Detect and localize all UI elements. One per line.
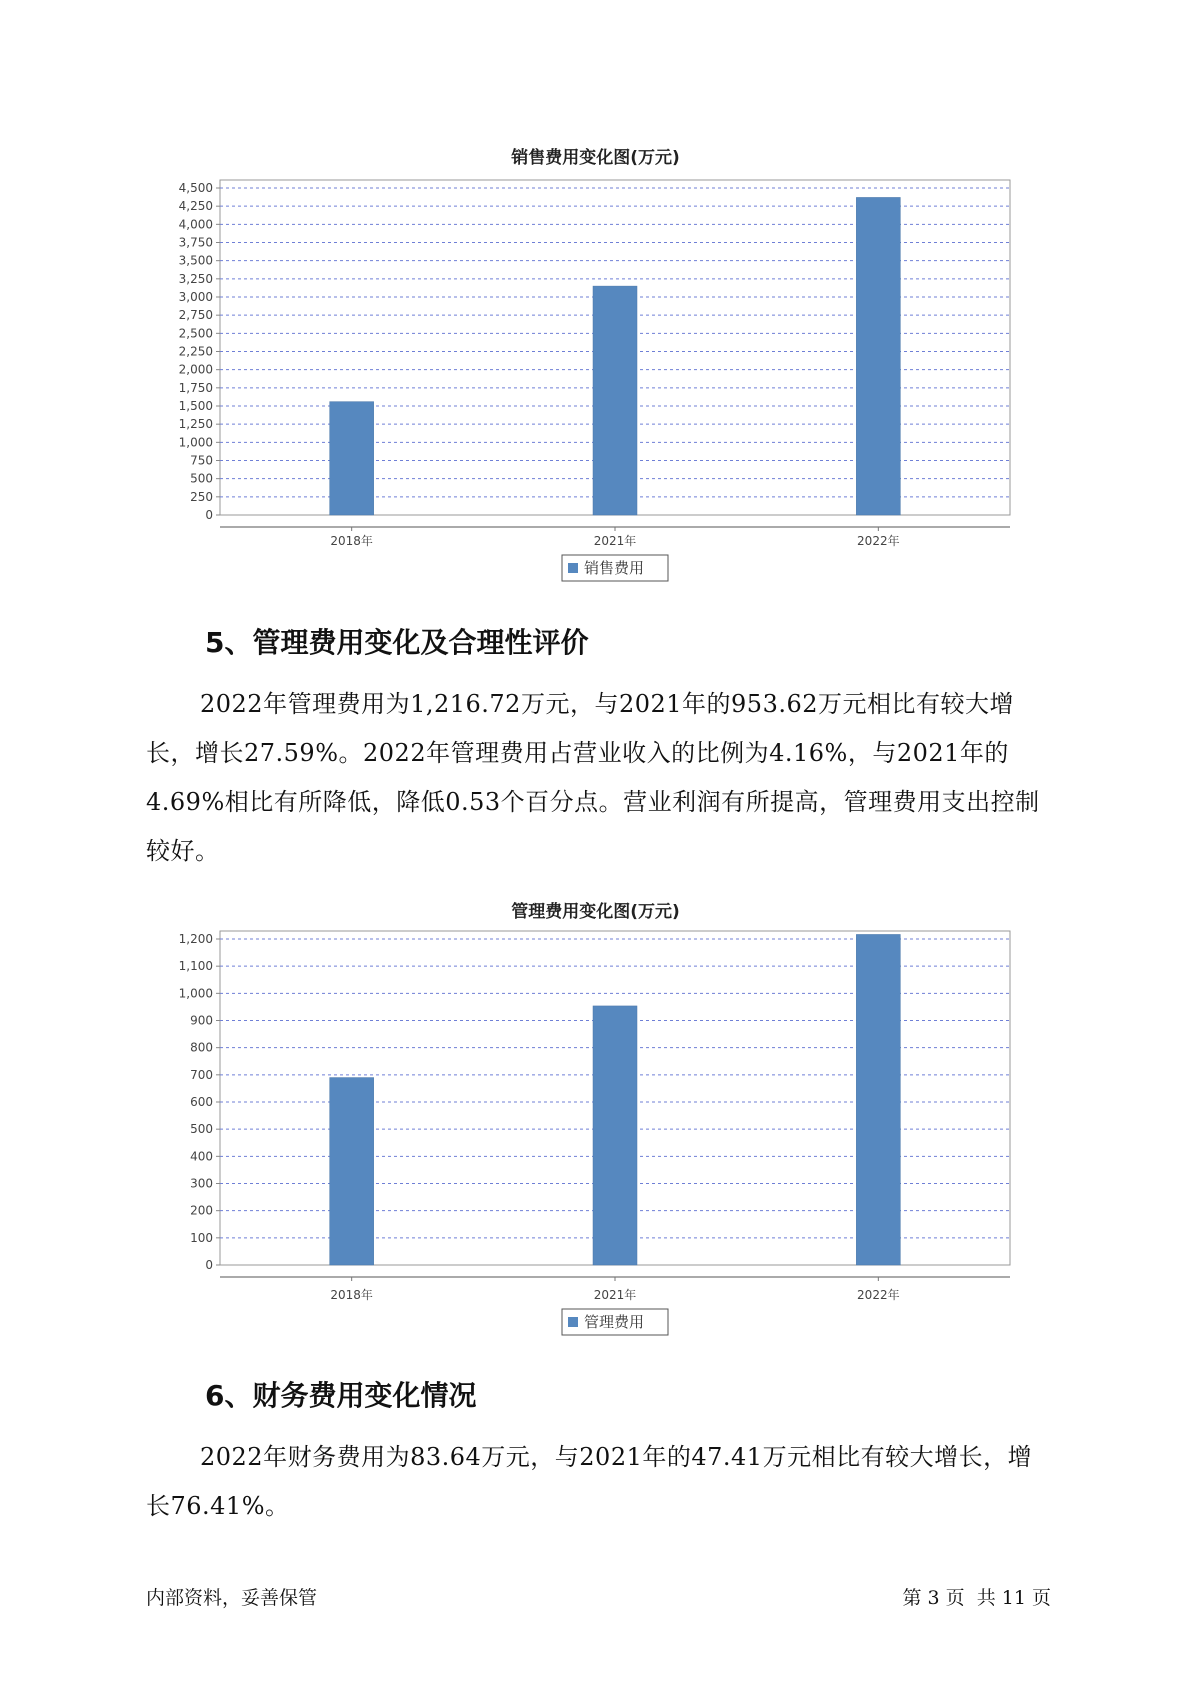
bar bbox=[330, 402, 374, 515]
bar bbox=[330, 1078, 374, 1265]
y-tick-label: 250 bbox=[190, 489, 213, 504]
bar bbox=[856, 197, 900, 515]
y-tick-label: 0 bbox=[205, 508, 213, 522]
x-tick-label: 2018年 bbox=[330, 534, 373, 548]
y-tick-label: 800 bbox=[190, 1040, 213, 1055]
y-tick-label: 2,500 bbox=[178, 326, 213, 341]
x-tick-label: 2018年 bbox=[330, 1288, 373, 1302]
y-tick-label: 1,100 bbox=[178, 959, 213, 974]
x-tick-label: 2021年 bbox=[593, 1288, 637, 1302]
y-tick-label: 4,000 bbox=[178, 217, 213, 232]
y-tick-label: 1,000 bbox=[178, 986, 213, 1001]
y-tick-label: 100 bbox=[190, 1230, 213, 1245]
sales-expense-chart bbox=[0, 170, 1191, 590]
bar bbox=[856, 934, 900, 1265]
management-expense-chart bbox=[0, 925, 1191, 1350]
y-tick-label: 3,500 bbox=[178, 253, 213, 268]
footer-confidential-note: 内部资料，妥善保管 bbox=[146, 1587, 318, 1609]
y-tick-label: 500 bbox=[190, 1122, 213, 1137]
y-tick-label: 3,000 bbox=[178, 290, 213, 304]
sales-chart-title: 销售费用变化图(万元) bbox=[511, 148, 680, 168]
x-tick-label: 2022年 bbox=[857, 1288, 900, 1302]
x-tick-label: 2021年 bbox=[593, 534, 637, 548]
y-tick-label: 1,250 bbox=[178, 417, 213, 432]
y-tick-label: 700 bbox=[190, 1067, 213, 1082]
y-tick-label: 4,500 bbox=[178, 181, 213, 195]
y-tick-label: 2,750 bbox=[178, 308, 213, 323]
section-6-heading: 6、财务费用变化情况 bbox=[205, 1379, 477, 1412]
y-tick-label: 1,750 bbox=[178, 380, 213, 395]
y-tick-label: 500 bbox=[190, 471, 213, 486]
legend-swatch bbox=[568, 1317, 578, 1327]
mgmt-chart-title: 管理费用变化图(万元) bbox=[511, 902, 680, 922]
bar bbox=[593, 1006, 637, 1265]
y-tick-label: 400 bbox=[190, 1149, 213, 1164]
y-tick-label: 300 bbox=[190, 1176, 213, 1191]
y-tick-label: 200 bbox=[190, 1203, 213, 1218]
y-tick-label: 4,250 bbox=[178, 199, 213, 214]
footer-page-number: 第 3 页 共 11 页 bbox=[902, 1587, 1051, 1609]
x-tick-label: 2022年 bbox=[857, 534, 900, 548]
y-tick-label: 750 bbox=[190, 453, 213, 468]
section-5-heading: 5、管理费用变化及合理性评价 bbox=[205, 626, 589, 659]
y-tick-label: 1,200 bbox=[178, 932, 213, 946]
y-tick-label: 0 bbox=[205, 1258, 213, 1272]
y-tick-label: 1,500 bbox=[178, 399, 213, 413]
y-tick-label: 2,250 bbox=[178, 344, 213, 359]
section-6-paragraph: 2022年财务费用为83.64万元，与2021年的47.41万元相比有较大增长，增长76.41%。 bbox=[146, 1443, 1033, 1520]
y-tick-label: 600 bbox=[190, 1095, 213, 1109]
bar bbox=[593, 286, 637, 515]
y-tick-label: 1,000 bbox=[178, 435, 213, 450]
section-5-paragraph: 2022年管理费用为1,216.72万元，与2021年的953.62万元相比有较大增长，增长27.59%。2022年管理费用占营业收入的比例为4.16%，与2021年的4.69%相比有所降低，降低0.53个百分点。营业利润有所提高，管理费用支出控制较好。 bbox=[146, 690, 1040, 865]
legend-label: 管理费用 bbox=[584, 1313, 645, 1331]
legend-swatch bbox=[568, 563, 578, 573]
y-tick-label: 2,000 bbox=[178, 362, 213, 377]
y-tick-label: 900 bbox=[190, 1013, 213, 1028]
y-tick-label: 3,750 bbox=[178, 235, 213, 250]
legend-label: 销售费用 bbox=[584, 559, 645, 577]
y-tick-label: 3,250 bbox=[178, 271, 213, 286]
